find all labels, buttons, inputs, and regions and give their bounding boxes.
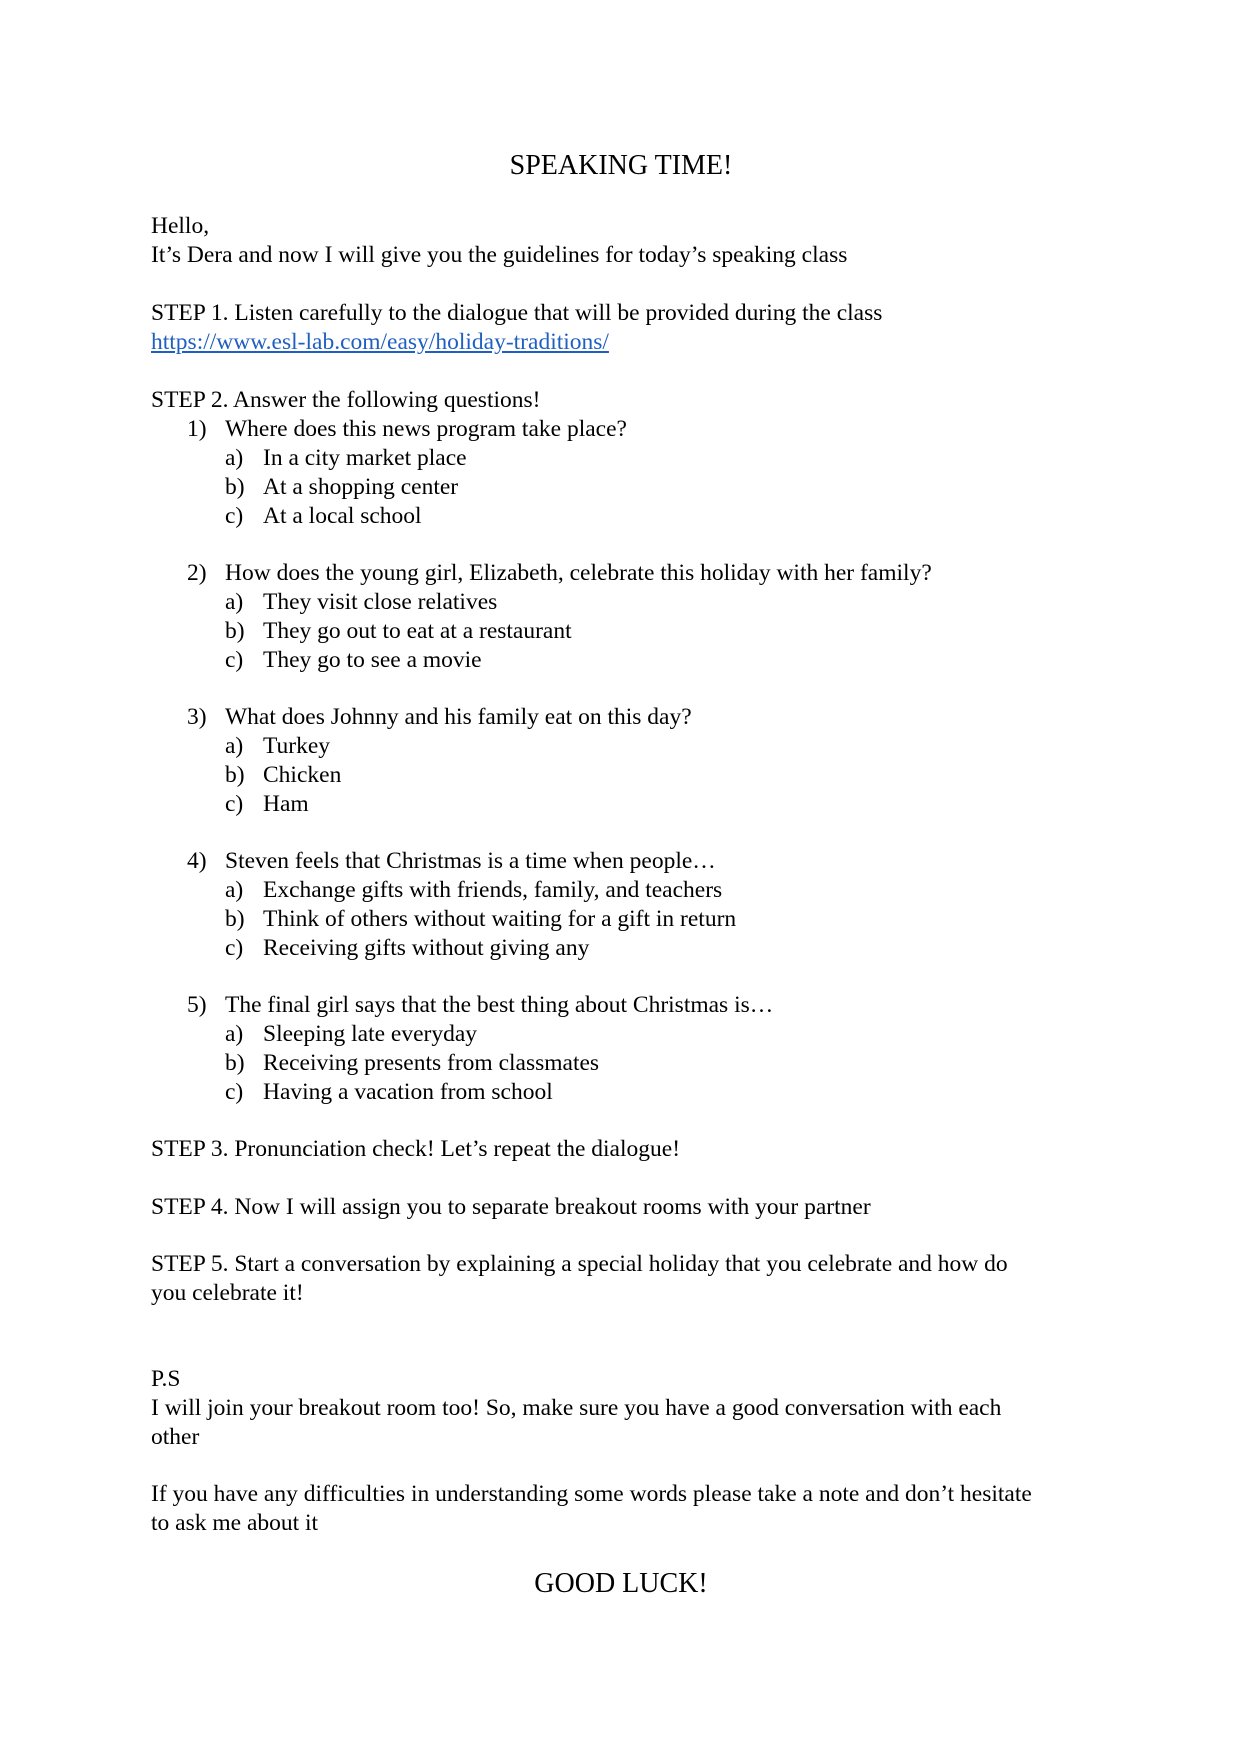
option-text: Ham bbox=[263, 791, 309, 817]
option-text: Receiving gifts without giving any bbox=[263, 935, 590, 961]
option-text: Think of others without waiting for a gift in return bbox=[263, 906, 737, 932]
dialogue-link[interactable]: https://www.esl-lab.com/easy/holiday-traditions/ bbox=[151, 329, 609, 355]
question-number: 4) bbox=[187, 848, 207, 874]
ps-text-line2: other bbox=[151, 1424, 200, 1450]
question-text: The final girl says that the best thing about Christmas is… bbox=[225, 992, 774, 1018]
greeting: Hello, bbox=[151, 213, 210, 239]
page-title: SPEAKING TIME! bbox=[509, 150, 733, 181]
option-letter: a) bbox=[225, 589, 244, 615]
ps-text-line3: If you have any difficulties in understanding some words please take a note and don’t hesitate bbox=[151, 1481, 1032, 1507]
option-letter: a) bbox=[225, 733, 244, 759]
option-letter: c) bbox=[225, 791, 244, 817]
option-text: Exchange gifts with friends, family, and teachers bbox=[263, 877, 723, 903]
option-text: They visit close relatives bbox=[263, 589, 498, 615]
ps-text-line4: to ask me about it bbox=[151, 1510, 319, 1536]
option-letter: c) bbox=[225, 503, 244, 529]
option-text: In a city market place bbox=[263, 445, 467, 471]
step1-text: STEP 1. Listen carefully to the dialogue that will be provided during the class bbox=[151, 300, 883, 326]
option-letter: b) bbox=[225, 618, 245, 644]
option-letter: b) bbox=[225, 474, 245, 500]
intro-text: It’s Dera and now I will give you the guidelines for today’s speaking class bbox=[151, 242, 848, 268]
option-letter: c) bbox=[225, 1079, 244, 1105]
option-text: Turkey bbox=[263, 733, 331, 759]
option-text: At a shopping center bbox=[263, 474, 459, 500]
option-letter: a) bbox=[225, 1021, 244, 1047]
ps-text-line1: I will join your breakout room too! So, make sure you have a good conversation with each bbox=[151, 1395, 1002, 1421]
option-text: They go to see a movie bbox=[263, 647, 482, 673]
option-letter: b) bbox=[225, 1050, 245, 1076]
question-text: Where does this news program take place? bbox=[225, 416, 627, 442]
option-letter: b) bbox=[225, 762, 245, 788]
question-text: Steven feels that Christmas is a time when people… bbox=[225, 848, 716, 874]
step5-text-line2: you celebrate it! bbox=[151, 1280, 304, 1306]
question-text: How does the young girl, Elizabeth, celebrate this holiday with her family? bbox=[225, 560, 932, 586]
step3-text: STEP 3. Pronunciation check! Let’s repeat the dialogue! bbox=[151, 1136, 681, 1162]
closing-title: GOOD LUCK! bbox=[534, 1568, 708, 1599]
question-number: 2) bbox=[187, 560, 207, 586]
option-text: Receiving presents from classmates bbox=[263, 1050, 600, 1076]
option-text: Having a vacation from school bbox=[263, 1079, 553, 1105]
step4-text: STEP 4. Now I will assign you to separate breakout rooms with your partner bbox=[151, 1194, 871, 1220]
question-number: 5) bbox=[187, 992, 207, 1018]
option-text: Chicken bbox=[263, 762, 342, 788]
option-text: At a local school bbox=[263, 503, 422, 529]
option-text: They go out to eat at a restaurant bbox=[263, 618, 572, 644]
question-number: 1) bbox=[187, 416, 207, 442]
step5-text-line1: STEP 5. Start a conversation by explaining a special holiday that you celebrate and how do bbox=[151, 1251, 1008, 1277]
option-letter: b) bbox=[225, 906, 245, 932]
option-letter: c) bbox=[225, 647, 244, 673]
option-letter: a) bbox=[225, 877, 244, 903]
question-number: 3) bbox=[187, 704, 207, 730]
ps-label: P.S bbox=[151, 1366, 181, 1392]
step2-text: STEP 2. Answer the following questions! bbox=[151, 387, 541, 413]
option-text: Sleeping late everyday bbox=[263, 1021, 478, 1047]
option-letter: c) bbox=[225, 935, 244, 961]
option-letter: a) bbox=[225, 445, 244, 471]
question-text: What does Johnny and his family eat on this day? bbox=[225, 704, 692, 730]
